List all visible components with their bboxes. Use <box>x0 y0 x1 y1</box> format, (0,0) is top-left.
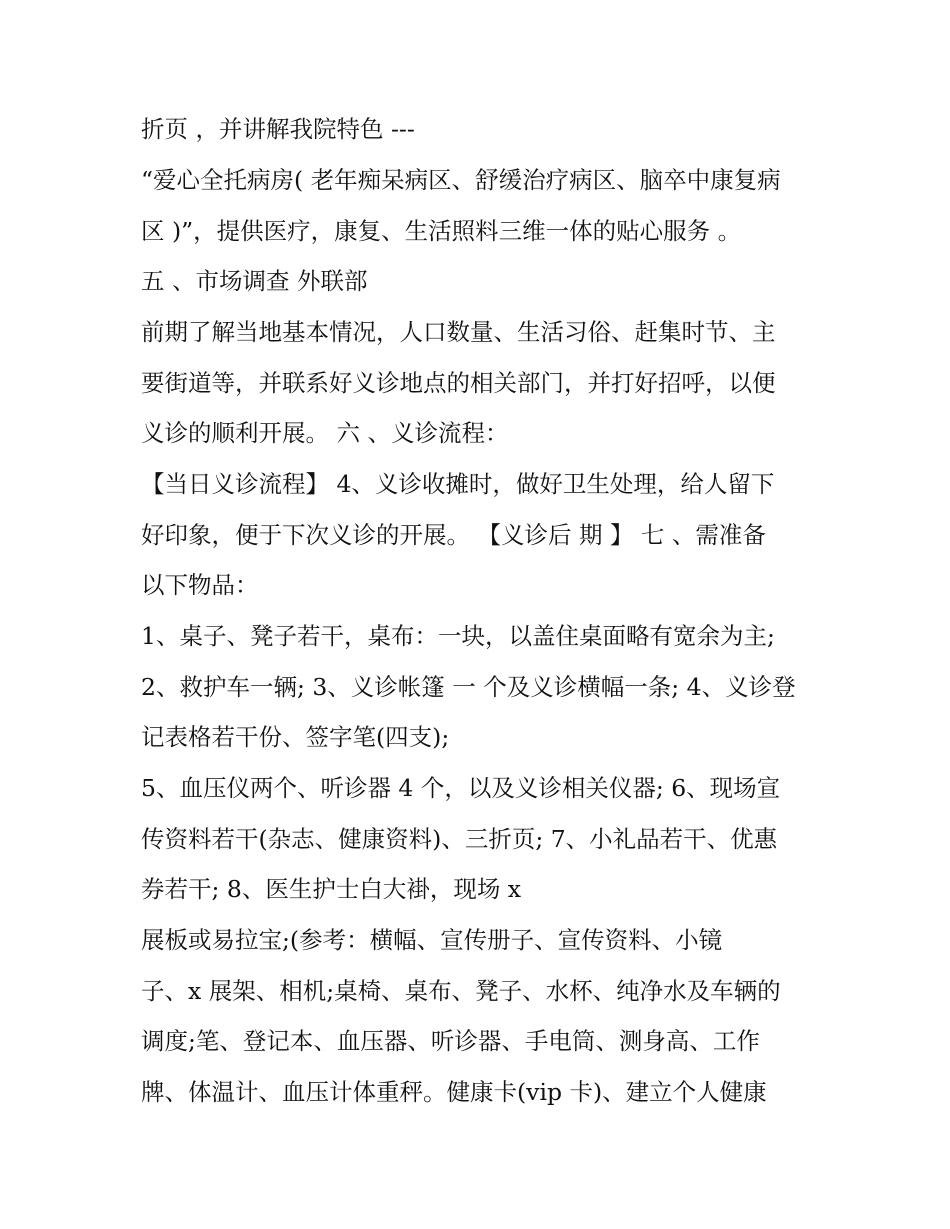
list-item: 5、血压仪两个、听诊器 4 个，以及义诊相关仪器; 6、现场宣 <box>141 774 781 802</box>
text-line: 调度;笔、登记本、血压器、听诊器、手电筒、测身高、工作 <box>141 1027 760 1055</box>
text-line: 传资料若干(杂志、健康资料)、三折页; 7、小礼品若干、优惠 <box>141 825 778 853</box>
section-heading: 五 、市场调查 外联部 <box>141 267 368 295</box>
text-line: 区 )”，提供医疗，康复、生活照料三维一体的贴心服务 。 <box>141 217 742 245</box>
text-line: 义诊的顺利开展。 六 、义诊流程： <box>141 419 509 447</box>
text-line: 展板或易拉宝;(参考：横幅、宣传册子、宣传资料、小镜 <box>141 926 723 954</box>
text-line: 要街道等，并联系好义诊地点的相关部门，并打好招呼，以便 <box>141 369 776 397</box>
list-item: 2、救护车一辆; 3、义诊帐篷 一 个及义诊横幅一条; 4、义诊登 <box>141 673 796 701</box>
text-line: 好印象，便于下次义诊的开展。 【义诊后 期 】 七 、需准备 <box>141 521 766 549</box>
text-line: 折页 ，并讲解我院特色 --- <box>141 115 415 143</box>
list-item: 1、桌子、凳子若干，桌布：一块，以盖住桌面略有宽余为主; <box>141 622 775 650</box>
text-line: 牌、体温计、血压计体重秤。健康卡(vip 卡)、建立个人健康 <box>141 1078 767 1106</box>
text-line: 记表格若干份、签字笔(四支); <box>141 723 450 751</box>
text-line: 【当日义诊流程】 4、义诊收摊时，做好卫生处理，给人留下 <box>141 470 775 498</box>
text-line: 子、x 展架、相机;桌椅、桌布、凳子、水杯、纯净水及车辆的 <box>141 977 781 1005</box>
text-line: 以下物品： <box>141 571 259 599</box>
text-line: 券若干; 8、医生护士白大褂，现场 x <box>141 875 522 903</box>
text-line: “爱心全托病房( 老年痴呆病区、舒缓治疗病区、脑卒中康复病 <box>141 166 781 194</box>
text-line: 前期了解当地基本情况，人口数量、生活习俗、赶集时节、主 <box>141 318 776 346</box>
